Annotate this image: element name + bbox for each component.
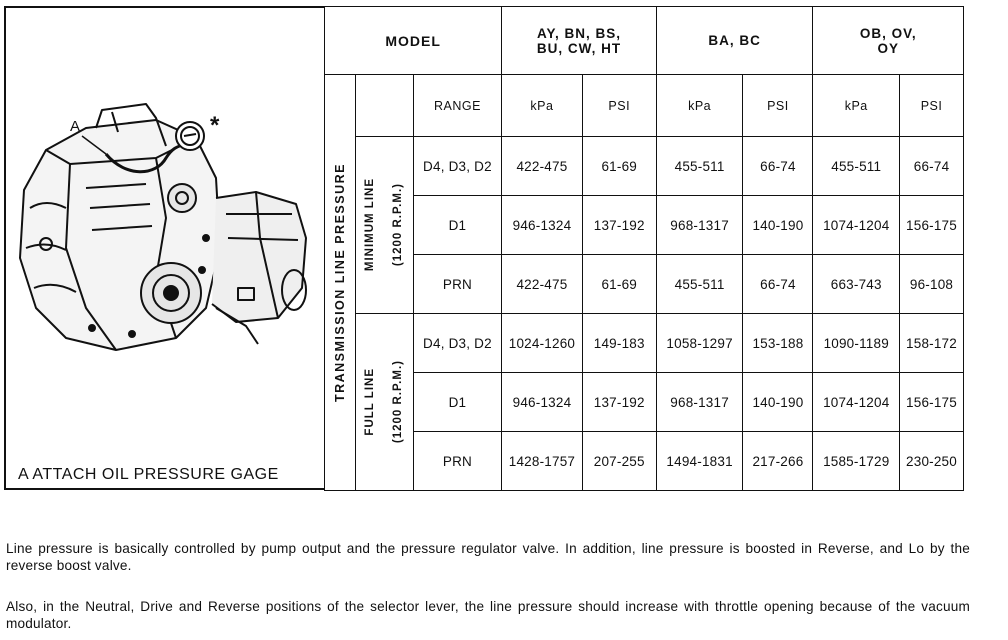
value-cell: 1074-1204	[813, 373, 900, 432]
value-cell: 455-511	[656, 137, 743, 196]
value-cell: 149-183	[582, 314, 656, 373]
value-cell: 1074-1204	[813, 196, 900, 255]
value-cell: 946-1324	[502, 373, 582, 432]
range-cell: D1	[413, 196, 502, 255]
model-group-1-header	[502, 7, 657, 75]
value-cell: 1585-1729	[813, 432, 900, 491]
minimum-line-label: MINIMUM LINE	[364, 178, 377, 272]
value-cell: 96-108	[900, 255, 964, 314]
unit-header: kPa	[813, 75, 900, 137]
value-cell: 140-190	[743, 373, 813, 432]
model-group-2-line1: BA, BC	[708, 33, 761, 48]
range-cell: D4, D3, D2	[413, 314, 502, 373]
unit-header: PSI	[582, 75, 656, 137]
minimum-line-rpm: (1200 R.P.M.)	[392, 183, 405, 267]
line-pressure-table	[324, 6, 964, 491]
value-cell: 422-475	[502, 255, 582, 314]
value-cell: 137-192	[582, 373, 656, 432]
model-header: MODEL	[325, 7, 502, 75]
model-group-2-header	[656, 7, 813, 75]
minimum-line-label-cell	[355, 137, 413, 314]
transmission-illustration-panel	[4, 6, 324, 490]
value-cell: 946-1324	[502, 196, 582, 255]
value-cell: 153-188	[743, 314, 813, 373]
range-cell: PRN	[413, 255, 502, 314]
table-row	[325, 373, 964, 432]
group-spacer-cell	[355, 75, 413, 137]
value-cell: 66-74	[743, 255, 813, 314]
model-header-row	[325, 7, 964, 75]
value-cell: 158-172	[900, 314, 964, 373]
range-cell: D1	[413, 373, 502, 432]
value-cell: 422-475	[502, 137, 582, 196]
table-row	[325, 255, 964, 314]
value-cell: 207-255	[582, 432, 656, 491]
side-title-cell	[325, 75, 356, 491]
value-cell: 1024-1260	[502, 314, 582, 373]
full-line-label: FULL LINE	[364, 368, 377, 436]
figure-caption: A ATTACH OIL PRESSURE GAGE	[18, 466, 279, 483]
transmission-illustration	[6, 8, 326, 492]
value-cell: 968-1317	[656, 196, 743, 255]
value-cell: 663-743	[813, 255, 900, 314]
value-cell: 156-175	[900, 373, 964, 432]
value-cell: 156-175	[900, 196, 964, 255]
unit-header: kPa	[502, 75, 582, 137]
unit-header: kPa	[656, 75, 743, 137]
full-line-label-cell	[355, 314, 413, 491]
unit-header-row	[325, 75, 964, 137]
value-cell: 230-250	[900, 432, 964, 491]
unit-header: PSI	[743, 75, 813, 137]
unit-header: PSI	[900, 75, 964, 137]
value-cell: 61-69	[582, 137, 656, 196]
value-cell: 66-74	[743, 137, 813, 196]
table-row	[325, 196, 964, 255]
range-cell: PRN	[413, 432, 502, 491]
paragraph-vacuum-modulator: Also, in the Neutral, Drive and Reverse positions of the selector lever, the line pressure should increase with throttle opening because of the vacuum modulator.	[6, 598, 970, 631]
value-cell: 455-511	[813, 137, 900, 196]
value-cell: 1494-1831	[656, 432, 743, 491]
full-line-rpm: (1200 R.P.M.)	[392, 360, 405, 444]
side-title: TRANSMISSION LINE PRESSURE	[332, 162, 347, 403]
model-group-3-line1: OB, OV,	[859, 25, 917, 41]
callout-a-label: A	[70, 118, 81, 135]
table-row	[325, 432, 964, 491]
model-group-1-line1: AY, BN, BS,	[537, 25, 622, 41]
model-group-1-line2: BU, CW, HT	[536, 40, 622, 56]
model-group-3-header	[813, 7, 964, 75]
table-row	[325, 314, 964, 373]
value-cell: 968-1317	[656, 373, 743, 432]
value-cell: 1090-1189	[813, 314, 900, 373]
value-cell: 455-511	[656, 255, 743, 314]
value-cell: 1058-1297	[656, 314, 743, 373]
table-row	[325, 137, 964, 196]
range-header: RANGE	[413, 75, 502, 137]
value-cell: 217-266	[743, 432, 813, 491]
value-cell: 1428-1757	[502, 432, 582, 491]
value-cell: 140-190	[743, 196, 813, 255]
value-cell: 61-69	[582, 255, 656, 314]
model-group-3-line2: OY	[877, 40, 899, 56]
value-cell: 137-192	[582, 196, 656, 255]
callout-asterisk: *	[210, 112, 220, 139]
value-cell: 66-74	[900, 137, 964, 196]
paragraph-line-pressure-control: Line pressure is basically controlled by pump output and the pressure regulator valve. In addition, line pressure is boosted in Reverse, and Lo by the reverse boost valve.	[6, 540, 970, 573]
range-cell: D4, D3, D2	[413, 137, 502, 196]
